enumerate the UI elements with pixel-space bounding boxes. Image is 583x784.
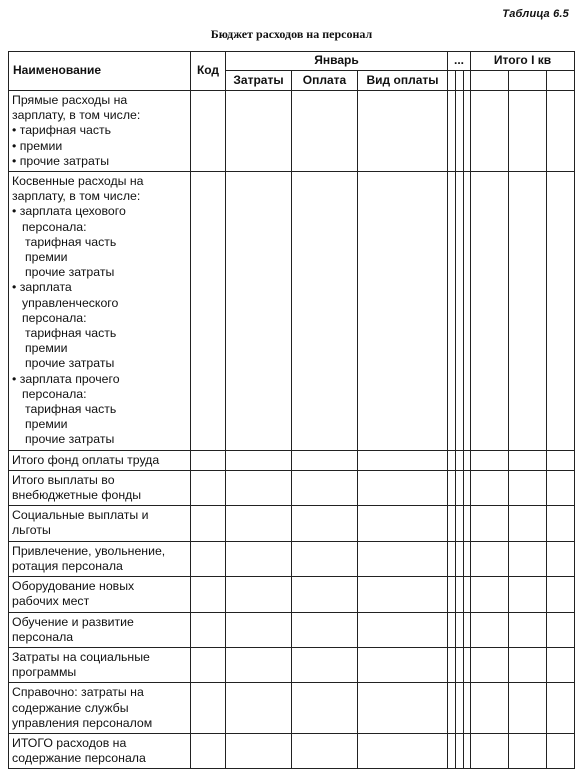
empty-cell — [547, 612, 575, 647]
empty-cell — [448, 470, 456, 505]
row-label-line: Косвенные расходы на — [12, 174, 144, 189]
empty-cell — [191, 612, 226, 647]
row-label-line: Обучение и развитие — [12, 614, 134, 629]
empty-cell — [226, 577, 292, 612]
empty-cell — [464, 541, 471, 576]
empty-cell — [358, 647, 448, 682]
header-ellipsis-sub — [456, 71, 464, 91]
empty-cell — [471, 450, 509, 470]
empty-cell — [456, 647, 464, 682]
empty-cell — [464, 450, 471, 470]
empty-cell — [464, 470, 471, 505]
empty-cell — [464, 733, 471, 768]
empty-cell — [191, 506, 226, 541]
empty-cell — [448, 577, 456, 612]
empty-cell — [191, 647, 226, 682]
empty-cell — [226, 541, 292, 576]
table-title: Бюджет расходов на персонал — [210, 27, 373, 41]
empty-cell — [464, 612, 471, 647]
row-label-line: ИТОГО расходов на — [12, 735, 127, 750]
empty-cell — [226, 612, 292, 647]
row-label-line: • зарплата прочего — [12, 371, 120, 386]
row-label-line: внебюджетные фонды — [12, 488, 142, 503]
empty-cell — [509, 683, 547, 734]
row-label-line: содержание персонала — [12, 751, 146, 766]
row-label-line: • тарифная часть — [12, 123, 112, 138]
empty-cell — [292, 91, 358, 172]
empty-cell — [456, 541, 464, 576]
empty-cell — [292, 450, 358, 470]
empty-cell — [471, 541, 509, 576]
empty-cell — [358, 91, 448, 172]
empty-cell — [547, 733, 575, 768]
header-payment-type: Вид оплаты — [358, 71, 448, 91]
row-name-cell — [9, 172, 191, 451]
empty-cell — [509, 91, 547, 172]
empty-cell — [464, 683, 471, 734]
row-name-cell — [9, 612, 191, 647]
table-row — [9, 612, 575, 647]
empty-cell — [509, 733, 547, 768]
empty-cell — [448, 733, 456, 768]
empty-cell — [358, 172, 448, 451]
empty-cell — [191, 683, 226, 734]
empty-cell — [191, 91, 226, 172]
empty-cell — [191, 470, 226, 505]
row-label-line: зарплату, в том числе: — [12, 108, 141, 123]
empty-cell — [509, 450, 547, 470]
table-row — [9, 733, 575, 768]
empty-cell — [292, 506, 358, 541]
empty-cell — [471, 172, 509, 451]
empty-cell — [292, 541, 358, 576]
header-payment: Оплата — [292, 71, 358, 91]
header-total-sub — [547, 71, 575, 91]
table-row — [9, 470, 575, 505]
row-name-cell — [9, 541, 191, 576]
empty-cell — [226, 647, 292, 682]
empty-cell — [456, 612, 464, 647]
empty-cell — [226, 172, 292, 451]
empty-cell — [547, 683, 575, 734]
empty-cell — [226, 733, 292, 768]
table-row — [9, 450, 575, 470]
empty-cell — [471, 647, 509, 682]
header-ellipsis-sub — [448, 71, 456, 91]
row-name-cell — [9, 733, 191, 768]
empty-cell — [191, 541, 226, 576]
empty-cell — [509, 506, 547, 541]
row-name-cell — [9, 647, 191, 682]
empty-cell — [226, 506, 292, 541]
row-label-line: тарифная часть — [25, 234, 117, 249]
empty-cell — [464, 647, 471, 682]
empty-cell — [292, 683, 358, 734]
empty-cell — [464, 506, 471, 541]
row-name-cell — [9, 577, 191, 612]
header-total: Итого I кв — [471, 52, 575, 71]
header-code: Код — [191, 52, 226, 91]
empty-cell — [292, 733, 358, 768]
row-label-line: Оборудование новых — [12, 579, 135, 594]
table-row — [9, 91, 575, 172]
empty-cell — [509, 612, 547, 647]
empty-cell — [448, 612, 456, 647]
empty-cell — [358, 577, 448, 612]
empty-cell — [456, 506, 464, 541]
header-total-sub — [509, 71, 547, 91]
empty-cell — [448, 541, 456, 576]
empty-cell — [471, 612, 509, 647]
row-label-line: рабочих мест — [12, 594, 90, 609]
table-number: Таблица 6.5 — [502, 8, 569, 20]
empty-cell — [358, 506, 448, 541]
empty-cell — [448, 450, 456, 470]
row-label-line: • зарплата — [12, 280, 72, 295]
header-ellipsis: ... — [448, 52, 471, 71]
empty-cell — [191, 733, 226, 768]
table-row — [9, 647, 575, 682]
row-name-cell — [9, 506, 191, 541]
empty-cell — [509, 172, 547, 451]
empty-cell — [464, 577, 471, 612]
empty-cell — [358, 470, 448, 505]
empty-cell — [464, 91, 471, 172]
row-label-line: ротация персонала — [12, 558, 123, 573]
empty-cell — [292, 172, 358, 451]
empty-cell — [547, 541, 575, 576]
table-row — [9, 683, 575, 734]
empty-cell — [448, 647, 456, 682]
empty-cell — [547, 450, 575, 470]
row-label-line: премии — [25, 341, 68, 356]
empty-cell — [509, 577, 547, 612]
row-label-line: персонала — [12, 629, 74, 644]
row-label-line: льготы — [12, 523, 51, 538]
empty-cell — [292, 577, 358, 612]
row-label-line: персонала: — [22, 219, 87, 234]
empty-cell — [191, 577, 226, 612]
row-label-line: управленческого — [22, 295, 119, 310]
row-label-line: программы — [12, 665, 77, 680]
empty-cell — [292, 470, 358, 505]
row-label-line: управления персоналом — [12, 715, 153, 730]
row-label-line: премии — [25, 417, 68, 432]
table-row — [9, 506, 575, 541]
empty-cell — [456, 91, 464, 172]
row-label-line: тарифная часть — [25, 402, 117, 417]
header-total-sub — [471, 71, 509, 91]
header-row — [9, 52, 575, 71]
row-label-line: Затраты на социальные — [12, 649, 150, 664]
empty-cell — [358, 450, 448, 470]
row-label-line: содержание службы — [12, 700, 129, 715]
empty-cell — [456, 733, 464, 768]
empty-cell — [292, 612, 358, 647]
row-label-line: Итого фонд оплаты труда — [12, 452, 160, 467]
empty-cell — [358, 733, 448, 768]
row-label-line: Социальные выплаты и — [12, 508, 149, 523]
empty-cell — [456, 450, 464, 470]
row-label-line: • премии — [12, 138, 63, 153]
empty-cell — [191, 450, 226, 470]
header-ellipsis-sub — [464, 71, 471, 91]
empty-cell — [547, 91, 575, 172]
row-label-line: Справочно: затраты на — [12, 685, 144, 700]
empty-cell — [471, 91, 509, 172]
empty-cell — [547, 172, 575, 451]
empty-cell — [509, 541, 547, 576]
empty-cell — [456, 470, 464, 505]
empty-cell — [547, 577, 575, 612]
empty-cell — [292, 647, 358, 682]
empty-cell — [509, 647, 547, 682]
row-label-line: Привлечение, увольнение, — [12, 543, 166, 558]
empty-cell — [226, 91, 292, 172]
empty-cell — [509, 470, 547, 505]
row-label-line: тарифная часть — [25, 326, 117, 341]
row-name-cell — [9, 470, 191, 505]
empty-cell — [456, 683, 464, 734]
empty-cell — [448, 91, 456, 172]
empty-cell — [226, 683, 292, 734]
empty-cell — [448, 506, 456, 541]
empty-cell — [358, 683, 448, 734]
empty-cell — [226, 470, 292, 505]
header-name: Наименование — [9, 52, 191, 91]
row-label-line: • зарплата цехового — [12, 204, 126, 219]
row-label-line: персонала: — [22, 386, 87, 401]
budget-table — [8, 51, 575, 769]
empty-cell — [471, 470, 509, 505]
empty-cell — [358, 612, 448, 647]
row-label-line: премии — [25, 250, 68, 265]
empty-cell — [448, 683, 456, 734]
row-label-line: персонала: — [22, 310, 87, 325]
row-name-cell — [9, 683, 191, 734]
table-row — [9, 577, 575, 612]
empty-cell — [471, 506, 509, 541]
empty-cell — [471, 683, 509, 734]
empty-cell — [464, 172, 471, 451]
row-name-cell — [9, 91, 191, 172]
empty-cell — [547, 647, 575, 682]
table-row — [9, 172, 575, 451]
empty-cell — [358, 541, 448, 576]
header-costs: Затраты — [226, 71, 292, 91]
row-label-line: прочие затраты — [25, 265, 115, 280]
empty-cell — [456, 172, 464, 451]
row-label-line: зарплату, в том числе: — [12, 189, 141, 204]
row-label-line: Итого выплаты во — [12, 472, 115, 487]
row-label-line: • прочие затраты — [12, 153, 110, 168]
row-label-line: прочие затраты — [25, 432, 115, 447]
header-month: Январь — [226, 52, 448, 71]
table-row — [9, 541, 575, 576]
empty-cell — [226, 450, 292, 470]
empty-cell — [448, 172, 456, 451]
row-label-line: прочие затраты — [25, 356, 115, 371]
empty-cell — [471, 577, 509, 612]
empty-cell — [456, 577, 464, 612]
empty-cell — [471, 733, 509, 768]
empty-cell — [547, 506, 575, 541]
row-name-cell — [9, 450, 191, 470]
empty-cell — [191, 172, 226, 451]
row-label-line: Прямые расходы на — [12, 93, 128, 107]
empty-cell — [547, 470, 575, 505]
